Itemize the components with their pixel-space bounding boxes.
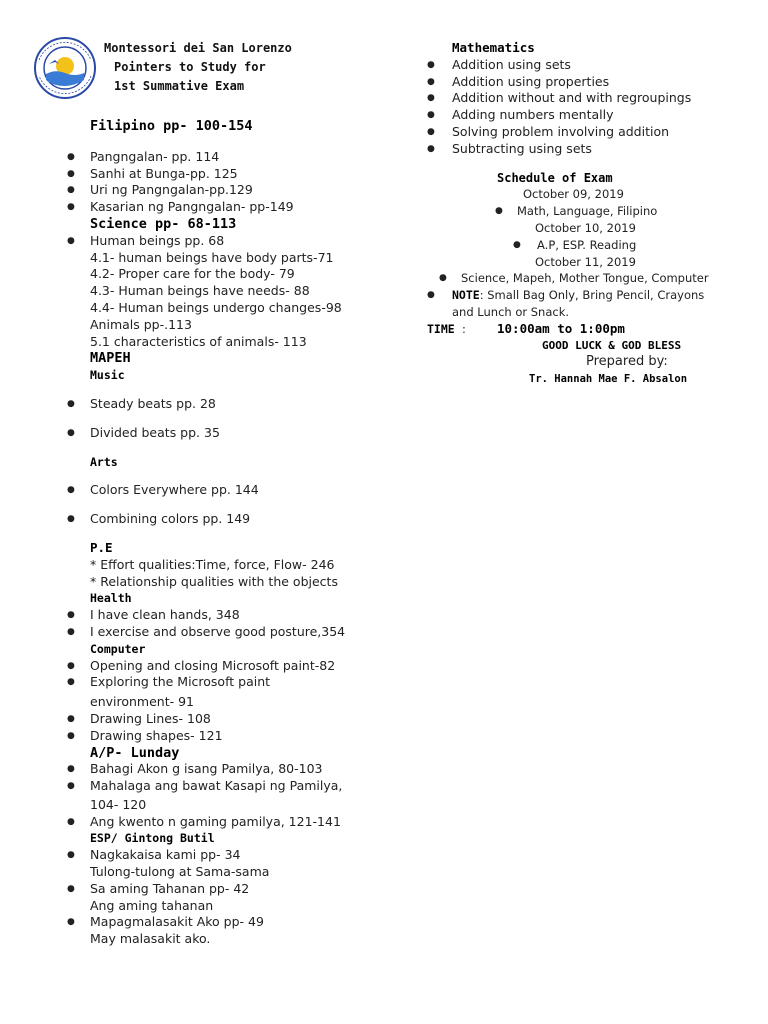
- filipino-title: Filipino pp- 100-154: [90, 118, 253, 134]
- bullet-dot-icon: ●: [67, 151, 75, 162]
- bullet-dot-icon: ●: [67, 235, 75, 246]
- bullet-dot-icon: ●: [67, 677, 75, 688]
- list-subitem: 4.4- Human beings undergo changes-98: [90, 299, 342, 315]
- bullet-dot-icon: ●: [495, 206, 503, 217]
- list-item: ● Kasarian ng Pangngalan- pp-149: [67, 199, 294, 215]
- bullet-dot-icon: ●: [67, 168, 75, 179]
- list-subitem: 5.1 characteristics of animals- 113: [90, 333, 307, 349]
- schedule-title: Schedule of Exam: [497, 170, 613, 185]
- school-name: Montessori dei San Lorenzo: [104, 41, 292, 55]
- bullet-dot-icon: ●: [427, 290, 435, 301]
- bullet-dot-icon: ●: [427, 110, 435, 121]
- bullet-dot-icon: ●: [427, 143, 435, 154]
- list-item: ● Addition using sets: [427, 56, 571, 72]
- list-item: ● I exercise and observe good posture,354: [67, 623, 346, 639]
- science-title: Science pp- 68-113: [90, 215, 237, 232]
- bullet-dot-icon: ●: [67, 917, 75, 928]
- bullet-dot-icon: ●: [67, 660, 75, 671]
- exam-date: October 10, 2019: [535, 220, 636, 235]
- time-line: TIME : 10:00am to 1:00pm: [427, 320, 625, 336]
- list-item: ● Sa aming Tahanan pp- 42: [67, 880, 250, 896]
- ap-title: A/P- Lunday: [90, 744, 180, 761]
- list-subitem: Animals pp-.113: [90, 316, 192, 332]
- bullet-dot-icon: ●: [67, 185, 75, 196]
- list-item: ● Solving problem involving addition: [427, 123, 670, 139]
- list-subitem: Tulong-tulong at Sama-sama: [90, 864, 270, 880]
- header-line-3: 1st Summative Exam: [114, 79, 245, 93]
- exam-subjects: ● A.P, ESP. Reading: [513, 237, 637, 252]
- list-item: ● Addition using properties: [427, 73, 610, 89]
- exam-subjects: ● Science, Mapeh, Mother Tongue, Computer: [439, 271, 709, 286]
- bullet-dot-icon: ●: [67, 730, 75, 741]
- list-item: ● Uri ng Pangngalan-pp.129: [67, 182, 253, 198]
- teacher-name: Tr. Hannah Mae F. Absalon: [529, 373, 688, 386]
- esp-title: ESP/ Gintong Butil: [90, 831, 215, 846]
- health-title: Health: [90, 591, 132, 606]
- list-item: ● Drawing Lines- 108: [67, 710, 211, 726]
- bullet-dot-icon: ●: [67, 850, 75, 861]
- list-item: ● Divided beats pp. 35: [67, 424, 220, 440]
- school-seal-logo: [33, 36, 97, 100]
- list-subitem: 4.3- Human beings have needs- 88: [90, 283, 310, 299]
- pe-title: P.E: [90, 539, 113, 555]
- bullet-dot-icon: ●: [67, 427, 75, 438]
- exam-date: October 09, 2019: [523, 187, 624, 202]
- list-item: ● I have clean hands, 348: [67, 607, 240, 623]
- list-item: ● Nagkakaisa kami pp- 34: [67, 847, 241, 863]
- list-item: ● Addition without and with regroupings: [427, 90, 692, 106]
- list-subitem: May malasakit ako.: [90, 931, 211, 947]
- prepared-by-label: Prepared by:: [586, 354, 668, 370]
- bullet-dot-icon: ●: [67, 816, 75, 827]
- bullet-dot-icon: ●: [427, 59, 435, 70]
- list-item: ● Human beings pp. 68: [67, 232, 225, 248]
- list-subitem: 4.1- human beings have body parts-71: [90, 249, 334, 265]
- bullet-dot-icon: ●: [67, 781, 75, 792]
- bullet-dot-icon: ●: [427, 126, 435, 137]
- bullet-dot-icon: ●: [67, 626, 75, 637]
- list-item: ● Mahalaga ang bawat Kasapi ng Pamilya,: [67, 778, 343, 794]
- list-item: ● Sanhi at Bunga-pp. 125: [67, 165, 238, 181]
- bullet-dot-icon: ●: [439, 273, 447, 284]
- good-luck-message: GOOD LUCK & GOD BLESS: [542, 338, 682, 352]
- list-item: ● Colors Everywhere pp. 144: [67, 482, 259, 498]
- bullet-dot-icon: ●: [67, 514, 75, 525]
- left-column: [67, 118, 397, 948]
- bullet-dot-icon: ●: [513, 239, 521, 250]
- list-subitem: Ang aming tahanan: [90, 897, 214, 913]
- bullet-dot-icon: ●: [67, 398, 75, 409]
- list-item: ● Opening and closing Microsoft paint-82: [67, 657, 336, 673]
- list-item: ● Drawing shapes- 121: [67, 727, 223, 743]
- list-item: ● Combining colors pp. 149: [67, 511, 251, 527]
- music-title: Music: [90, 368, 125, 383]
- list-item: ● Subtracting using sets: [427, 140, 592, 156]
- exam-subjects: ● Math, Language, Filipino: [495, 204, 658, 219]
- bullet-dot-icon: ●: [67, 764, 75, 775]
- exam-date: October 11, 2019: [535, 254, 636, 269]
- list-subitem: 4.2- Proper care for the body- 79: [90, 266, 295, 282]
- header-line-2: Pointers to Study for: [114, 60, 266, 74]
- bullet-dot-icon: ●: [427, 76, 435, 87]
- bullet-dot-icon: ●: [67, 485, 75, 496]
- bullet-dot-icon: ●: [67, 713, 75, 724]
- bullet-dot-icon: ●: [427, 93, 435, 104]
- right-column: [427, 40, 747, 388]
- list-item: ● Bahagi Akon g isang Pamilya, 80-103: [67, 761, 323, 777]
- list-item: ● Ang kwento n gaming pamilya, 121-141: [67, 813, 341, 829]
- mapeh-title: MAPEH: [90, 350, 131, 367]
- list-subitem: environment- 91: [90, 694, 194, 710]
- note-continuation: and Lunch or Snack.: [452, 304, 570, 319]
- list-item: ● Exploring the Microsoft paint: [67, 674, 271, 690]
- list-subitem: 104- 120: [90, 796, 147, 812]
- list-item: ● Mapagmalasakit Ako pp- 49: [67, 914, 264, 930]
- arts-title: Arts: [90, 454, 118, 469]
- list-subitem: * Relationship qualities with the objects: [90, 573, 338, 589]
- note-line: ● NOTE: Small Bag Only, Bring Pencil, Crayons: [427, 288, 705, 303]
- math-title: Mathematics: [452, 40, 535, 55]
- list-item: ● Adding numbers mentally: [427, 107, 614, 123]
- bullet-dot-icon: ●: [67, 883, 75, 894]
- bullet-dot-icon: ●: [67, 610, 75, 621]
- list-item: ● Pangngalan- pp. 114: [67, 148, 220, 164]
- list-item: ● Steady beats pp. 28: [67, 395, 216, 411]
- computer-title: Computer: [90, 641, 146, 656]
- bullet-dot-icon: ●: [67, 202, 75, 213]
- list-subitem: * Effort qualities:Time, force, Flow- 246: [90, 556, 335, 572]
